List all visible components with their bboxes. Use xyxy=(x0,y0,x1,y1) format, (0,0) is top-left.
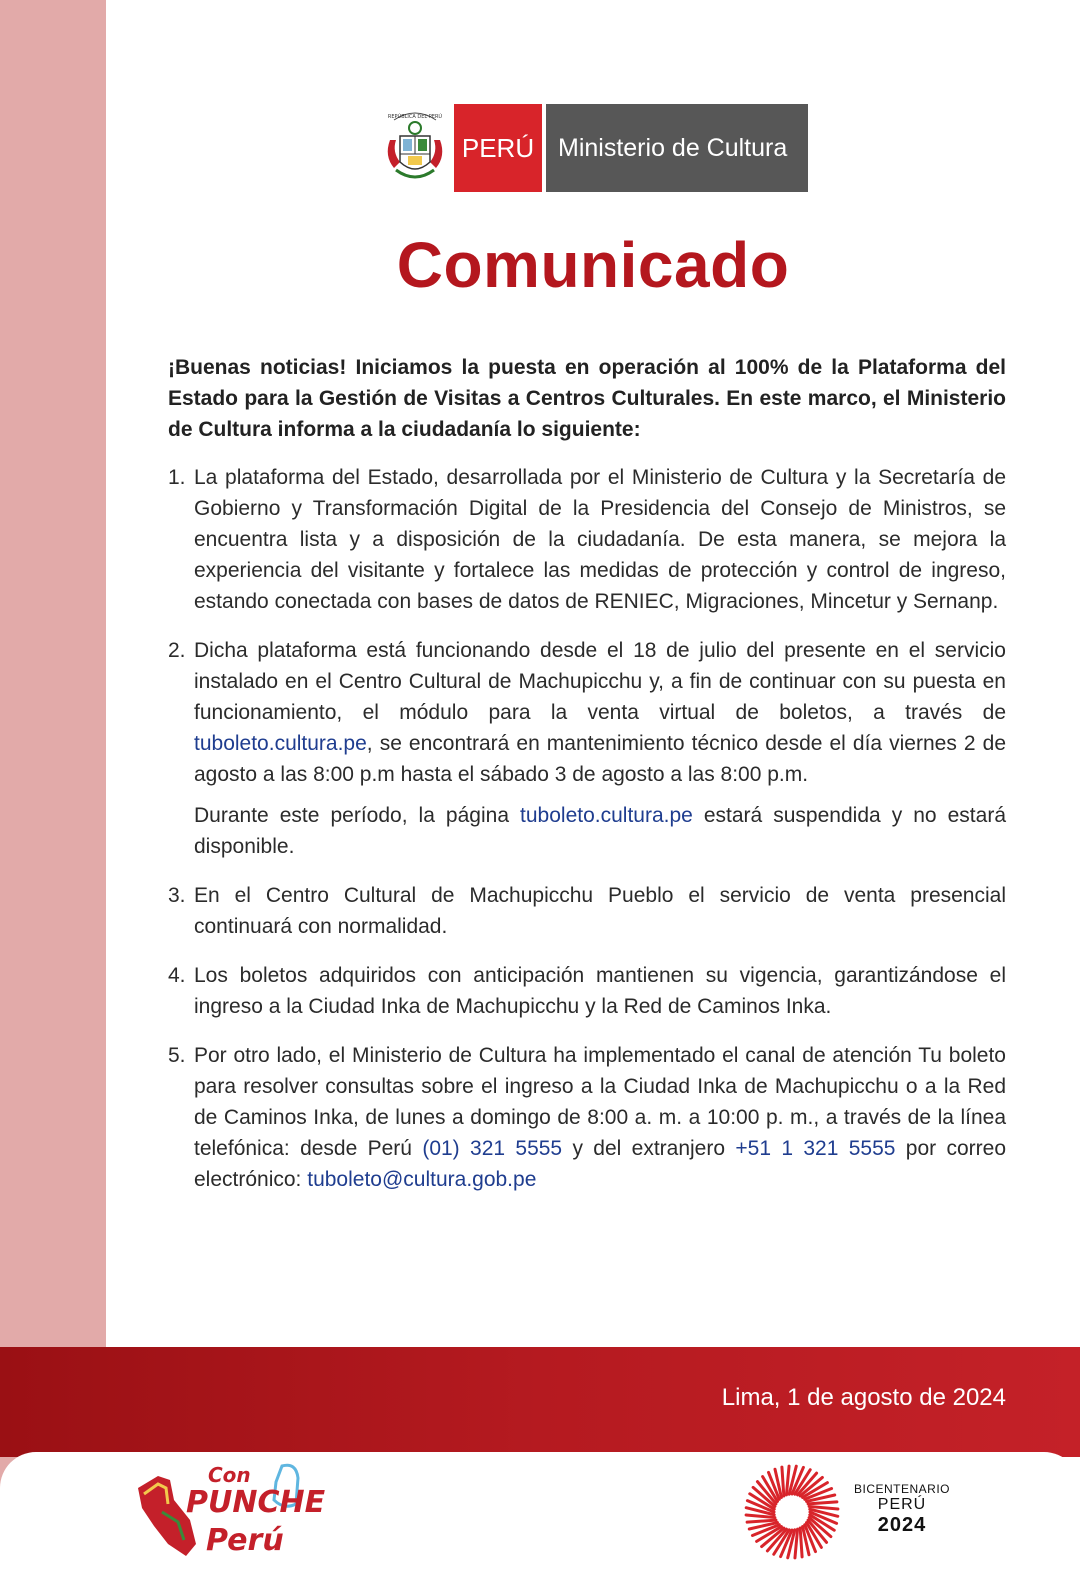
peru-label: PERÚ xyxy=(454,104,542,192)
item-text: Dicha plataforma está funcionando desde el 18 de julio del presente en el servicio instalado en el Centro Cultural de Machupicchu y, a fin de continuar con su puesta en funcionamiento, el módulo para la venta virtual de boletos, a través de xyxy=(194,639,1006,724)
footer-band xyxy=(0,1347,1080,1457)
item-2-note xyxy=(168,800,1006,862)
sun-ray xyxy=(808,1502,837,1504)
communique-body xyxy=(168,352,1006,1213)
list-item-2 xyxy=(168,635,1006,790)
bicentenario-text xyxy=(850,1482,954,1537)
item-text: Por otro lado, el Ministerio de Cultura ha implementado el canal de atención Tu boleto para resolver consultas sobre el ingreso a la Ciudad Inka de Machupicchu o a la Red de Caminos Inka, de lunes a domingo de 8:00 a. m. a 10:00 p. m., a través de la línea telefónica: desde Perú xyxy=(194,1044,1006,1160)
item-text: La plataforma del Estado, desarrollada por el Ministerio de Cultura y la Secretaría de Gobierno y Transformación Digital de la Presidencia del Consejo de Ministros, se encuentra lista y a disposición de la ciudadanía. De esta manera, se mejora la experiencia del visitante y fortalece las medidas de protección y control de ingreso, estando conectada con bases de datos de RENIEC, Migraciones, Mincetur y Sernanp. xyxy=(194,466,1006,613)
announcement-list xyxy=(168,462,1006,790)
punche-line2: PUNCHE xyxy=(186,1485,326,1520)
note-text: Durante este período, la página xyxy=(194,804,521,827)
phone-local-link[interactable]: (01) 321 5555 xyxy=(422,1137,563,1160)
item-number: 4. xyxy=(168,964,186,987)
page-title: Comunicado xyxy=(396,229,790,301)
list-item-4 xyxy=(168,960,1006,1022)
item-number: 5. xyxy=(168,1044,186,1067)
item-text: por correo electrónico: xyxy=(194,1137,1007,1191)
tuboleto-link[interactable]: tuboleto.cultura.pe xyxy=(194,732,367,755)
item-text: Los boletos adquiridos con anticipación mantienen su vigencia, garantizándose el ingreso a la Ciudad Inka de Machupicchu y la Red de Caminos Inka. xyxy=(194,964,1006,1018)
item-number: 2. xyxy=(168,639,186,662)
punche-line3: Perú xyxy=(206,1523,284,1558)
tuboleto-link-note[interactable]: tuboleto.cultura.pe xyxy=(520,804,693,827)
list-item-5 xyxy=(168,1040,1006,1195)
item-number: 3. xyxy=(168,884,186,907)
announcement-list-continued xyxy=(168,880,1006,1195)
coat-of-arms-icon xyxy=(380,104,450,192)
item-number: 1. xyxy=(168,466,186,489)
bicent-line1: BICENTENARIO xyxy=(853,1482,950,1496)
item-text: En el Centro Cultural de Machupicchu Pueblo el servicio de venta presencial continuará con normalidad. xyxy=(194,884,1006,938)
email-link[interactable]: tuboleto@cultura.gob.pe xyxy=(307,1168,537,1191)
punche-line1: Con xyxy=(208,1463,251,1487)
sun-ray xyxy=(747,1520,776,1522)
bicent-line3: 2024 xyxy=(877,1514,927,1536)
list-item-1 xyxy=(168,462,1006,617)
list-item-3 xyxy=(168,880,1006,942)
con-punche-peru-logo xyxy=(134,1460,326,1562)
bicent-line2: PERÚ xyxy=(877,1496,927,1513)
ministry-label: Ministerio de Cultura xyxy=(546,104,808,192)
note-text: estará suspendida y no estará disponible. xyxy=(194,804,1006,858)
phone-intl-link[interactable]: +51 1 321 5555 xyxy=(735,1137,896,1160)
crest-text: REPÚBLICA DEL PERÚ xyxy=(387,114,443,120)
sun-ray xyxy=(782,1467,784,1496)
intro-paragraph: ¡Buenas noticias! Iniciamos la puesta en operación al 100% de la Plataforma del Estado para la Gestión de Visitas a Centros Culturales. En este marco, el Ministerio de Cultura informa a la ciudadanía lo siguiente: xyxy=(168,356,1006,441)
sun-ray xyxy=(800,1528,802,1557)
bicentenario-logo xyxy=(742,1462,982,1562)
item-text: , se encontrará en mantenimiento técnico desde el día viernes 2 de agosto a las 8:00 p.m hasta el sábado 3 de agosto a las 8:00 p.m. xyxy=(194,732,1006,786)
bicentenario-sun-icon xyxy=(742,1462,842,1562)
item-text: y del extranjero xyxy=(562,1137,736,1160)
ministry-header xyxy=(380,104,808,192)
date-label: Lima, 1 de agosto de 2024 xyxy=(721,1384,1006,1411)
